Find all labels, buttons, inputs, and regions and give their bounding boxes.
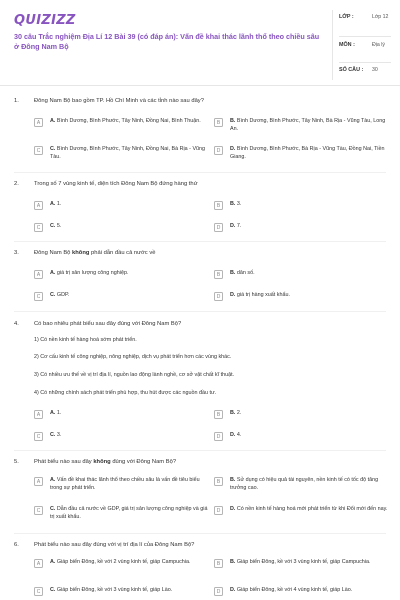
question-number: 4.: [14, 321, 19, 327]
option-prefix: D.: [230, 146, 236, 152]
option-letter-box[interactable]: C: [34, 292, 43, 301]
meta-divider: [332, 10, 333, 80]
option-text: giá trị sản lượng công nghiệp.: [56, 270, 129, 276]
option-letter-box[interactable]: B: [214, 477, 223, 486]
option-prefix: C.: [50, 146, 56, 152]
option-text: Giáp biển Đông, kề với 4 vùng kinh tế, giáp Lào.: [236, 587, 353, 593]
option-letter-box[interactable]: B: [214, 118, 223, 127]
option-text: Giáp biển Đông, kề với 3 vùng kinh tế, giáp Campuchia.: [236, 559, 371, 565]
option-text: Bình Dương, Bình Phước, Bà Rịa - Vũng Tàu, Đồng Nai, Tiền Giang.: [230, 146, 385, 160]
option-prefix: B.: [230, 118, 236, 124]
option-letter-box[interactable]: B: [214, 201, 223, 210]
question-number: 3.: [14, 250, 19, 256]
option-text: dân số.: [236, 270, 255, 276]
option-prefix: D.: [230, 587, 236, 593]
statement: 3) Có nhiều ưu thế về vị trí địa lí, nguồn lao động lành nghề, cơ sở vật chất kĩ thuật.: [34, 372, 235, 378]
question-text: Phát biểu nào sau đây đúng với vị trí địa lí của Đông Nam Bộ?: [34, 542, 195, 548]
question-text-emphasis: không: [72, 250, 90, 256]
option-text: 5.: [56, 223, 62, 229]
statement: 1) Có nền kinh tế hàng hoá sớm phát triển.: [34, 337, 137, 343]
question-divider: [14, 450, 386, 451]
option-letter-box[interactable]: A: [34, 201, 43, 210]
quizizz-logo[interactable]: QUIZIZZ: [14, 13, 76, 28]
statement: 2) Cơ cấu kinh tế công nghiệp, nông nghiệp, dịch vụ phát triển hơn các vùng khác.: [34, 354, 232, 360]
worksheet-title: 30 câu Trắc nghiệm Địa Lí 12 Bài 39 (có đáp án): Vấn đề khai thác lãnh thổ theo chiều sâu ở Đông Nam Bộ: [14, 32, 320, 52]
meta-separator: [339, 36, 391, 37]
count-label: SỐ CÂU :: [339, 67, 364, 73]
option-letter-box[interactable]: C: [34, 587, 43, 596]
option-text: Bình Dương, Bình Phước, Tây Ninh, Đồng Nai, Bình Thuận.: [56, 118, 201, 124]
option-text: Bình Dương, Bình Phước, Tây Ninh, Bà Rịa - Vũng Tàu, Long An.: [230, 118, 386, 132]
option-text: giá trị hàng xuất khẩu.: [236, 292, 290, 298]
option-letter-box[interactable]: B: [214, 410, 223, 419]
option-text: Sử dụng có hiệu quả tài nguyên, nền kinh tế có tốc độ tăng trưởng cao.: [230, 477, 379, 491]
option-prefix: A.: [50, 477, 56, 483]
question-text-part: Đông Nam Bộ: [34, 250, 73, 256]
option-text: Bình Dương, Bình Phước, Tây Ninh, Đồng Nai, Bà Rịa - Vũng Tàu.: [50, 146, 206, 160]
option-prefix: B.: [230, 201, 236, 207]
question-text-part: Phát biểu nào sau đây: [34, 459, 94, 465]
count-value: 30: [372, 67, 378, 73]
option-text: Có nền kinh tế hàng hoá mới phát triển từ khi Đổi mới đến nay.: [236, 506, 388, 512]
option-text: Giáp biển Đông, kề với 2 vùng kinh tế, giáp Campuchia.: [56, 559, 191, 565]
option-prefix: A.: [50, 410, 56, 416]
question-text: Đông Nam Bộ bao gồm TP. Hồ Chí Minh và các tỉnh nào sau đây?: [34, 98, 204, 104]
option-text: 4.: [236, 432, 242, 438]
subject-label: MÔN :: [339, 42, 355, 48]
option-prefix: C.: [50, 223, 56, 229]
option-text: 1.: [56, 410, 62, 416]
option-letter-box[interactable]: B: [214, 559, 223, 568]
option-prefix: B.: [230, 477, 236, 483]
question-number: 5.: [14, 459, 19, 465]
option-letter-box[interactable]: D: [214, 587, 223, 596]
option-prefix: A.: [50, 201, 56, 207]
question-text: Có bao nhiêu phát biểu sau đây đúng với Đông Nam Bộ?: [34, 321, 182, 327]
class-label: LỚP :: [339, 14, 354, 20]
option-prefix: A.: [50, 118, 56, 124]
question-text: [34, 250, 374, 258]
option-letter-box[interactable]: D: [214, 432, 223, 441]
option-text: Vấn đề khai thác lãnh thổ theo chiều sâu là vấn đề tiêu biểu trong sự phát triển.: [50, 477, 200, 491]
option-prefix: C.: [50, 432, 56, 438]
option-text: Giáp biển Đông, kề với 3 vùng kinh tế, giáp Lào.: [56, 587, 173, 593]
option-letter-box[interactable]: C: [34, 432, 43, 441]
subject-value: Địa lý: [372, 42, 385, 48]
question-text-emphasis: không: [93, 459, 111, 465]
option-text: 7.: [236, 223, 242, 229]
class-value: Lớp 12: [372, 14, 389, 20]
option-letter-box[interactable]: C: [34, 506, 43, 515]
question-text-part: phải dẫn đầu cả nước về: [89, 250, 156, 256]
option-text: 2.: [236, 410, 242, 416]
question-text: Trong số 7 vùng kinh tế, diện tích Đông Nam Bộ đứng hàng thứ: [34, 181, 198, 187]
option-prefix: D.: [230, 292, 236, 298]
option-prefix: A.: [50, 270, 56, 276]
option-letter-box[interactable]: A: [34, 477, 43, 486]
option-prefix: D.: [230, 223, 236, 229]
question-text: [34, 459, 374, 467]
option-letter-box[interactable]: D: [214, 292, 223, 301]
question-divider: [14, 533, 386, 534]
worksheet-header: [0, 0, 400, 86]
option-prefix: C.: [50, 506, 56, 512]
option-prefix: B.: [230, 270, 236, 276]
meta-separator: [339, 62, 391, 63]
option-text: GDP.: [56, 292, 70, 298]
option-letter-box[interactable]: D: [214, 146, 223, 155]
question-number: 6.: [14, 542, 19, 548]
option-letter-box[interactable]: A: [34, 270, 43, 279]
option-prefix: A.: [50, 559, 56, 565]
statement: 4) Có những chính sách phát triển phù hợp, thu hút được các nguồn đầu tư.: [34, 390, 217, 396]
option-letter-box[interactable]: A: [34, 559, 43, 568]
option-prefix: D.: [230, 506, 236, 512]
option-letter-box[interactable]: D: [214, 223, 223, 232]
question-number: 2.: [14, 181, 19, 187]
question-number: 1.: [14, 98, 19, 104]
option-letter-box[interactable]: B: [214, 270, 223, 279]
option-text: 1.: [56, 201, 62, 207]
option-prefix: C.: [50, 587, 56, 593]
option-letter-box[interactable]: A: [34, 410, 43, 419]
option-letter-box[interactable]: A: [34, 118, 43, 127]
question-divider: [14, 311, 386, 312]
option-prefix: B.: [230, 410, 236, 416]
option-prefix: C.: [50, 292, 56, 298]
question-divider: [14, 172, 386, 173]
question-text-part: đúng với Đông Nam Bộ?: [110, 459, 177, 465]
option-prefix: B.: [230, 559, 236, 565]
option-prefix: D.: [230, 432, 236, 438]
option-letter-box[interactable]: C: [34, 146, 43, 155]
question-divider: [14, 241, 386, 242]
option-text: 3.: [56, 432, 62, 438]
option-letter-box[interactable]: D: [214, 506, 223, 515]
option-letter-box[interactable]: C: [34, 223, 43, 232]
option-text: Dẫn đầu cả nước về GDP, giá trị sản lượng công nghiệp và giá trị xuất khẩu.: [50, 506, 208, 520]
option-text: 3.: [236, 201, 242, 207]
